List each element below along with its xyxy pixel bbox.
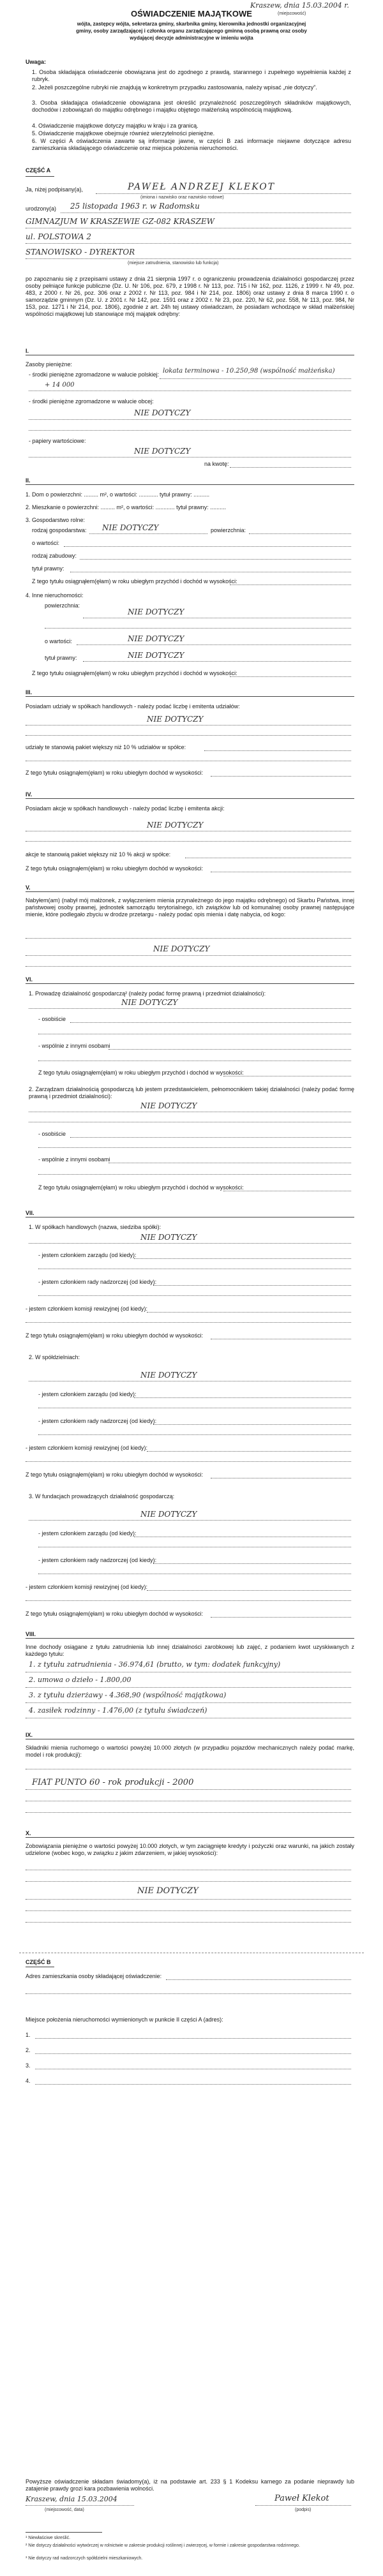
heading-underline: [26, 176, 54, 177]
powierzchnia-label: powierzchnia:: [211, 527, 246, 533]
fill-line: [204, 750, 351, 751]
uwaga-heading: Uwaga:: [26, 59, 47, 65]
vi-p1-value: NIE DOTYCZY: [121, 998, 178, 1007]
section-text: Zobowiązania pieniężne o wartości powyżej 10.000 złotych, w tym zaciągnięte kredyty i pożyczki oraz warunki, na jakich zostały udzielone (wobec kogo, w związku z jakim zdarzeniem, w jakiej wysokości):: [26, 1843, 354, 1856]
fill-line: [153, 1424, 351, 1425]
inne-wart-label: o wartości:: [45, 638, 73, 644]
fill-line: [109, 1049, 351, 1050]
fill-line: [38, 1434, 351, 1435]
name-caption: (imiona i nazwisko oraz nazwisko rodowe): [140, 195, 224, 200]
born-label: urodzony(a): [26, 205, 57, 212]
footnote: ¹ Niewłaściwe skreślić.: [26, 2536, 71, 2540]
fill-line: [26, 258, 351, 259]
wiekszy-label: akcje te stanowią pakiet większy niż 10 % akcji w spółce:: [26, 851, 171, 858]
fill-line: [160, 378, 351, 379]
fill-line: [26, 1600, 351, 1601]
header-place-date: Kraszew, dnia 15.03.2004 r.: [250, 1, 349, 10]
o-wartosci-label: o wartości:: [32, 540, 60, 546]
komisja-label: - jestem członkiem komisji rewizyjnej (od kiedy):: [26, 1584, 148, 1590]
intro-paragraph: po zapoznaniu się z przepisami ustawy z dnia 21 sierpnia 1997 r. o ograniczeniu prowadzenia działalności gospodarczej przez osoby pełniące funkcje publiczne (Dz. U. Nr 106, poz. 679, z 1998 r. Nr 113, poz. 715 i Nr 162, poz. 1126, z 1999 r. Nr 49, poz. 483, z 2000 r. Nr 26, poz. 306 oraz z 2002 r. Nr 113, poz. 984 i Nr 214, poz. 1806) oraz ustawy z dnia 8 marca 1990 r. o samorządzie gminnym (Dz. U. z 2001 r. Nr 142, poz. 1591 oraz z 2002 r. Nr 23, poz. 220, Nr 62, poz. 558, Nr 113, poz. 984, Nr 153, poz. 1271 i Nr 214, poz. 1806), zgodnie z art. 24h tej ustawy oświadczam, że posiadam wchodzące w skład małżeńskiej wspólności majątkowej lub stanowiące mój majątek odrębny:: [26, 276, 354, 317]
signature: Paweł Klekot: [274, 2494, 329, 2503]
section-value: NIE DOTYCZY: [153, 944, 210, 953]
section-number: IV.: [26, 791, 33, 798]
uwaga-item: 1. Osoba składająca oświadczenie obowiązana jest do zgodnego z prawdą, starannego i zupełnego wypełnienia każdej z rubryk.: [32, 69, 351, 82]
fill-line: [26, 1702, 351, 1703]
section-number: VIII.: [26, 1631, 36, 1637]
dochod-label: Z tego tytułu osiągnąłem(ęłam) w roku ubiegłym przychód i dochód w wysokości:: [38, 1069, 244, 1076]
fill-line: [26, 1812, 351, 1813]
fill-line: [89, 533, 207, 534]
adres-label: Adres zamieszkania osoby składającej oświadczenie:: [26, 1973, 162, 1979]
fill-line: [70, 1022, 351, 1023]
czesc-a-heading: CZĘŚĆ A: [26, 167, 51, 174]
born-value: 25 listopada 1963 r. w Radomsku: [70, 202, 200, 211]
fill-line: [80, 559, 351, 560]
inne-pow-value: NIE DOTYCZY: [128, 607, 184, 616]
footer-place-date: Kraszew, dnia 15.03.2004: [26, 2495, 117, 2503]
waluta-polska-value: lokata terminowa - 10.250,98 (wspólność małżeńska): [163, 368, 335, 375]
mieszkanie-line: 2. Mieszkanie o powierzchni: ......... m², o wartości: ............ tytuł prawny: ..........: [26, 504, 227, 510]
papiery-value: NIE DOTYCZY: [134, 447, 191, 456]
fill-line: [35, 2084, 351, 2085]
document-subtitle: wójta, zastępcy wójta, sekretarza gminy, skarbnika gminy, kierownika jednostki organizacyjnej gminy, osoby zarządzającej i członka organu zarządzającego gminną osobą prawną oraz osoby wydającej decyzje administracyjne w imieniu wójta: [76, 21, 307, 41]
wspolnie-label: - wspólnie z innymi osobami: [38, 1156, 110, 1163]
section-value: NIE DOTYCZY: [147, 821, 204, 830]
section-number: III.: [26, 689, 33, 696]
inne-przychod-label: Z tego tytułu osiągnąłem(ęłam) w roku ubiegłym przychód i dochód w wysokości:: [32, 670, 237, 676]
fill-line: [26, 955, 351, 956]
papiery-label: - papiery wartościowe:: [29, 438, 86, 444]
inne-wart-value: NIE DOTYCZY: [128, 634, 184, 643]
wspolnie-label: - wspólnie z innymi osobami: [38, 1043, 110, 1049]
vi-p2-value: NIE DOTYCZY: [140, 1101, 197, 1110]
vii-p3-value: NIE DOTYCZY: [140, 1510, 197, 1519]
dochod-label: Z tego tytułu osiągnąłem(ęłam) w roku ubiegłym dochód w wysokości:: [26, 1332, 204, 1339]
dom-line: 1. Dom o powierzchni: ......... m², o wartości: ............ tytuł prawny: ..........: [26, 491, 210, 498]
section-number: II.: [26, 477, 31, 484]
work-line-2: ul. POLSTOWA 2: [26, 232, 91, 241]
fill-line: [211, 776, 351, 777]
fill-line: [29, 430, 351, 431]
work-line-3: STANOWISKO - DYREKTOR: [26, 248, 135, 257]
dochod-label: Z tego tytułu osiągnąłem(ęłam) w roku ubiegłym przychód i dochód w wysokości:: [38, 1184, 244, 1191]
section-number: VI.: [26, 976, 33, 983]
osobiscie-label: - osobiście: [38, 1016, 66, 1022]
uwaga-item: 6. W części A oświadczenia zawarte są informacje jawne, w części B zaś informacje niejawne dotyczące adresu zamieszkania składającego oświadczenie oraz miejsca położenia nieruchomości.: [32, 138, 351, 151]
miejsce-item: 1.: [26, 2032, 31, 2038]
section-rule: [26, 983, 354, 984]
zarzad-label: - jestem członkiem zarządu (od kiedy):: [38, 1252, 137, 1258]
gospodarstwo-label: 3. Gospodarstwo rolne:: [26, 517, 86, 523]
inne-pow-label: powierzchnia:: [45, 602, 80, 609]
uwaga-item: 3. Osoba składająca oświadczenie obowiązana jest określić przynależność poszczególnych składników majątkowych, dochodów i zobowiązań do majątku odrębnego i majątku objętego małżeńską wspólnością majątkową.: [32, 100, 351, 113]
fill-line: [29, 419, 351, 420]
fill-line: [26, 1687, 351, 1688]
section-value: NIE DOTYCZY: [137, 1886, 199, 1896]
vii-p3-text: 3. W fundacjach prowadzących działalność gospodarczą:: [29, 1493, 175, 1500]
fill-line: [26, 1910, 351, 1911]
section-rule: [26, 696, 354, 697]
fill-line: [255, 2505, 351, 2506]
waluta-polska-value-2: + 14 000: [45, 382, 75, 389]
osobiscie-label: - osobiście: [38, 1131, 66, 1137]
fill-line: [29, 1520, 351, 1521]
fill-line: [26, 966, 351, 967]
fill-line: [45, 628, 351, 629]
signature-caption: (podpis): [295, 2508, 312, 2512]
fill-line: [26, 1789, 351, 1790]
fill-line: [70, 1137, 351, 1138]
fill-line: [26, 735, 351, 736]
fill-line: [26, 1899, 351, 1900]
waluta-polska-label: - środki pieniężne zgromadzone w walucie polskiej:: [29, 371, 160, 378]
fill-line: [26, 243, 351, 244]
section-rule: [26, 1638, 354, 1639]
przychod-label: Z tego tytułu osiągnąłem(ęłam) w roku ubiegłym przychód i dochód w wysokości:: [32, 578, 237, 584]
section-number: I.: [26, 348, 29, 354]
waluta-obca-value: NIE DOTYCZY: [134, 408, 191, 417]
fill-line: [230, 584, 351, 585]
section-rule: [26, 891, 354, 892]
fill-line: [38, 1174, 351, 1175]
rodzaj-zabudowy-label: rodzaj zabudowy:: [32, 553, 77, 559]
footer-place-caption: (miejscowość, data): [45, 2508, 84, 2512]
fill-line: [61, 212, 351, 213]
section-text: Inne dochody osiągane z tytułu zatrudnienia lub innej działalności zarobkowej lub zajęć, z podaniem kwot uzyskiwanych z każdego tytułu:: [26, 1644, 354, 1657]
komisja-label: - jestem członkiem komisji rewizyjnej (od kiedy):: [26, 1306, 148, 1312]
fill-line: [211, 1617, 351, 1618]
footnote-rule: [26, 2532, 102, 2533]
uwaga-item: 4. Oświadczenie majątkowe dotyczy majątku w kraju i za granicą.: [32, 123, 199, 129]
inne-tytul-label: tytuł prawny:: [45, 655, 77, 661]
fill-line: [153, 1285, 351, 1286]
fill-line: [38, 1295, 351, 1296]
fill-line: [35, 2053, 351, 2054]
header-place-label: (miejscowość): [278, 11, 306, 16]
rada-label: - jestem członkiem rady nadzorczej (od kiedy):: [38, 1279, 157, 1285]
fill-line: [83, 661, 351, 662]
section-text: Składniki mienia ruchomego o wartości powyżej 10.000 złotych (w przypadku pojazdów mechanicznych należy podać markę, model i rok produkcji):: [26, 1745, 354, 1758]
miejsce-item: 3.: [26, 2062, 31, 2069]
fill-line: [26, 2505, 134, 2506]
inne-tytul-value: NIE DOTYCZY: [128, 651, 184, 660]
footnote: ³ Nie dotyczy rad nadzorczych spółdzielni mieszkaniowych.: [26, 2556, 143, 2561]
footnote: ² Nie dotyczy działalności wytwórczej w rolnictwie w zakresie produkcji roślinnej i zwierzęcej, w formie i zakresie gospodarstwa rodzinnego.: [26, 2543, 300, 2548]
fill-line: [134, 1397, 351, 1398]
fill-line: [38, 1147, 351, 1148]
income-line: 1. z tytułu zatrudnienia - 36.974,61 (brutto, w tym: dodatek funkcyjny): [29, 1660, 281, 1669]
fill-line: [147, 1451, 351, 1452]
section-rule: [26, 1837, 354, 1838]
miejsce-item: 2.: [26, 2047, 31, 2053]
fill-line: [26, 1461, 351, 1462]
dochod-label: Z tego tytułu osiągnąłem(ęłam) w roku ubiegłym dochód w wysokości:: [26, 865, 204, 872]
work-line-1: GIMNAZJUM W KRASZEWIE GZ-082 KRASZEW: [26, 217, 214, 226]
zasoby-label: Zasoby pieniężne:: [26, 361, 73, 368]
zarzad-label: - jestem członkiem zarządu (od kiedy):: [38, 1530, 137, 1537]
tytul-prawny-label: tytuł prawny:: [32, 565, 64, 572]
section-number: VII.: [26, 1210, 34, 1216]
czesc-b-heading: CZĘŚĆ B: [26, 1959, 51, 1965]
section-text: Nabyłem(am) (nabył mój małżonek, z wyłączeniem mienia przynależnego do jego majątku odrębnego) od Skarbu Państwa, innej państwowej osoby prawnej, jednostek samorządu terytorialnego, ich związków lub od komunalnej osoby prawnej następujące mienie, które podlegało zbyciu w drodze przetargu - należy podać opis mienia i datę nabycia, od kogo:: [26, 897, 354, 918]
vii-p2-value: NIE DOTYCZY: [140, 1371, 197, 1380]
fill-line: [147, 1312, 351, 1313]
uwaga-item: 5. Oświadczenie majątkowe obejmuje również wierzytelności pieniężne.: [32, 130, 215, 137]
dochod-label: Z tego tytułu osiągnąłem(ęłam) w roku ubiegłym dochód w wysokości:: [26, 770, 204, 776]
section-number: IX.: [26, 1732, 33, 1738]
fill-line: [64, 546, 351, 547]
fill-line: [26, 1881, 351, 1882]
section-text: Posiadam akcje w spółkach handlowych - należy podać liczbę i emitenta akcji:: [26, 805, 225, 812]
fill-line: [249, 533, 351, 534]
fill-line: [134, 1258, 351, 1259]
zarzad-label: - jestem członkiem zarządu (od kiedy):: [38, 1391, 137, 1397]
section-text: Posiadam udziały w spółkach handlowych - należy podać liczbę i emitenta udziałów:: [26, 703, 240, 710]
section-rule: [26, 798, 354, 799]
dochod-label: Z tego tytułu osiągnąłem(ęłam) w roku ubiegłym dochód w wysokości:: [26, 1471, 204, 1478]
vii-p1-value: NIE DOTYCZY: [140, 1233, 197, 1242]
fill-line: [35, 2038, 351, 2039]
fill-line: [26, 1993, 351, 1994]
vii-p1-text: 1. W spółkach handlowych (nazwa, siedziba spółki):: [29, 1224, 161, 1230]
declarant-name: PAWEŁ ANDRZEJ KLEKOT: [128, 182, 276, 192]
rada-label: - jestem członkiem rady nadzorczej (od kiedy):: [38, 1418, 157, 1424]
fill-line: [77, 644, 351, 645]
na-kwote-label: na kwotę:: [204, 461, 229, 467]
dochod-label: Z tego tytułu osiągnąłem(ęłam) w roku ubiegłym dochód w wysokości:: [26, 1611, 204, 1617]
rodzaj-label: rodzaj gospodarstwa:: [32, 527, 87, 533]
fill-line: [96, 193, 351, 194]
fill-line: [26, 1922, 351, 1923]
fill-line: [153, 1563, 351, 1564]
final-statement: Powyższe oświadczenie składam świadomy(a), iż na podstawie art. 233 § 1 Kodeksu karnego za podanie nieprawdy lub zatajenie prawdy grozi kara pozbawienia wolności.: [26, 2478, 354, 2492]
section-value: NIE DOTYCZY: [147, 715, 204, 724]
rodzaj-value: NIE DOTYCZY: [102, 523, 159, 532]
income-line: 3. z tytułu dzierżawy - 4.368,90 (wspólność majątkowa): [29, 1691, 227, 1699]
vi-p2-text: 2. Zarządzam działalnością gospodarczą lub jestem przedstawicielem, pełnomocnikiem takiej działalności (należy podać formę prawną i przedmiot działalności):: [29, 1086, 354, 1099]
fill-line: [29, 1243, 351, 1244]
fill-line: [26, 938, 351, 939]
fill-line: [26, 725, 351, 726]
income-line: 2. umowa o dzieło - 1.800,00: [29, 1676, 131, 1684]
miejsce-item: 4.: [26, 2078, 31, 2084]
vii-p2-text: 2. W spółdzielniach:: [29, 1354, 80, 1360]
fill-line: [166, 1979, 351, 1980]
komisja-label: - jestem członkiem komisji rewizyjnej (od kiedy):: [26, 1445, 148, 1451]
ja-label: Ja, niżej podpisany(a),: [26, 186, 84, 193]
income-line: 4. zasiłek rodzinny - 1.476,00 (z tytułu świadczeń): [29, 1706, 207, 1715]
work-caption: (miejsce zatrudnienia, stanowisko lub funkcja): [128, 261, 219, 265]
wiekszy-label: udziały te stanowią pakiet większy niż 10 % udziałów w spółce:: [26, 744, 186, 750]
miejsce-label: Miejsce położenia nieruchomości wymienionych w punkcie II części A (adres):: [26, 2016, 223, 2023]
fill-line: [26, 841, 351, 842]
section-number: X.: [26, 1830, 31, 1836]
fill-line: [29, 457, 351, 458]
fill-line: [29, 1008, 351, 1009]
vi-p1-text: 1. Prowadzę działalność gospodarczą² (należy podać formę prawną i przedmiot działalności):: [29, 990, 266, 997]
section-rule: [26, 484, 354, 485]
fill-line: [230, 676, 351, 677]
rada-label: - jestem członkiem rady nadzorczej (od kiedy):: [38, 1557, 157, 1563]
document-title: OŚWIADCZENIE MAJĄTKOWE: [131, 9, 252, 19]
waluta-obca-label: - środki pieniężne zgromadzone w walucie obcej:: [29, 398, 154, 405]
fill-line: [26, 1322, 351, 1323]
section-number: V.: [26, 884, 31, 891]
section-value: FIAT PUNTO 60 - rok produkcji - 2000: [32, 1778, 194, 1787]
uwaga-item: 2. Jeżeli poszczególne rubryki nie znajdują w konkretnym przypadku zastosowania, należy wpisać „nie dotyczy”.: [32, 84, 317, 91]
fill-line: [147, 1590, 351, 1591]
inne-label: 4. Inne nieruchomości:: [26, 592, 84, 599]
fill-line: [230, 467, 351, 468]
